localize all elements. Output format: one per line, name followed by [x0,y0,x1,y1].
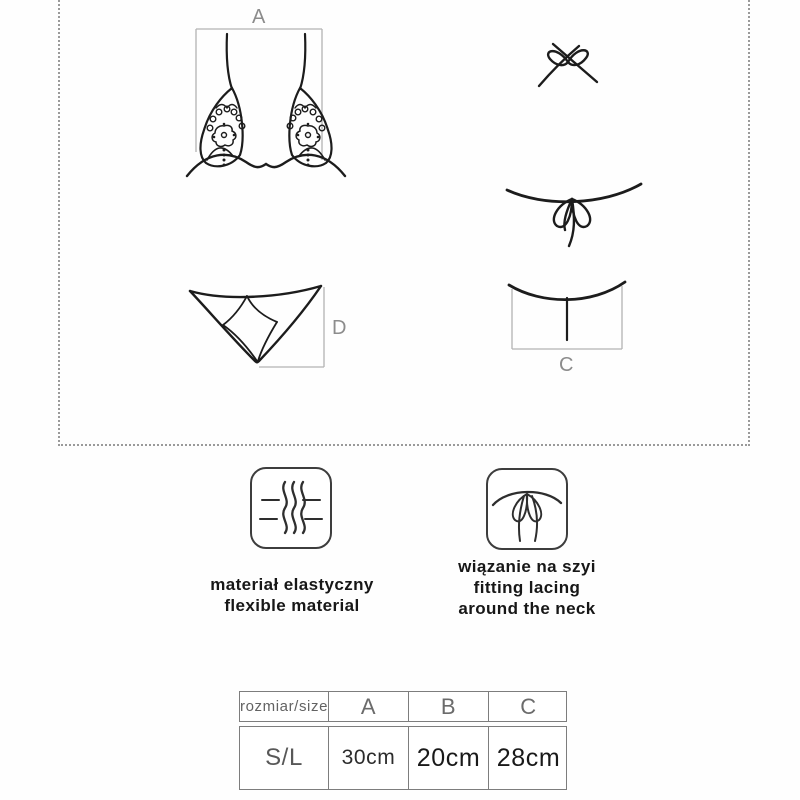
measurement-bracket-d [259,287,324,367]
stretch-waves-glyph [252,469,330,547]
caption-line: wiązanie na szyi [458,557,596,576]
header-cell-a: A [328,692,408,721]
measurement-label-d: D [332,317,348,339]
back-bottom-drawing [500,273,635,378]
measurement-label-a: A [252,6,267,28]
flexible-material-caption [180,574,404,616]
measurement-label-c: C [559,354,575,376]
neck-tie-glyph [488,470,566,548]
header-cell-size-label: rozmiar/size [239,698,329,715]
size-table-header-row [239,691,567,722]
cell-value-c: 28cm [488,727,568,789]
caption-line: fitting lacing [473,578,581,597]
caption-line: around the neck [458,599,596,618]
cell-value-a: 30cm [328,727,408,789]
header-cell-b: B [408,692,488,721]
size-table [239,691,567,790]
cell-size: S/L [265,744,303,771]
measurement-bracket-a [196,29,322,160]
caption-line: materiał elastyczny [210,575,374,594]
back-straps-drawing [495,22,665,252]
neck-lacing-icon [486,468,568,550]
bra-top-drawing [186,4,346,182]
header-cell-c: C [488,692,568,721]
caption-line: flexible material [224,596,360,615]
cell-value-b: 20cm [408,727,488,789]
neck-lacing-caption [415,556,639,619]
flexible-material-icon [250,467,332,549]
panties-drawing [180,280,355,375]
size-table-data-row [239,726,567,790]
